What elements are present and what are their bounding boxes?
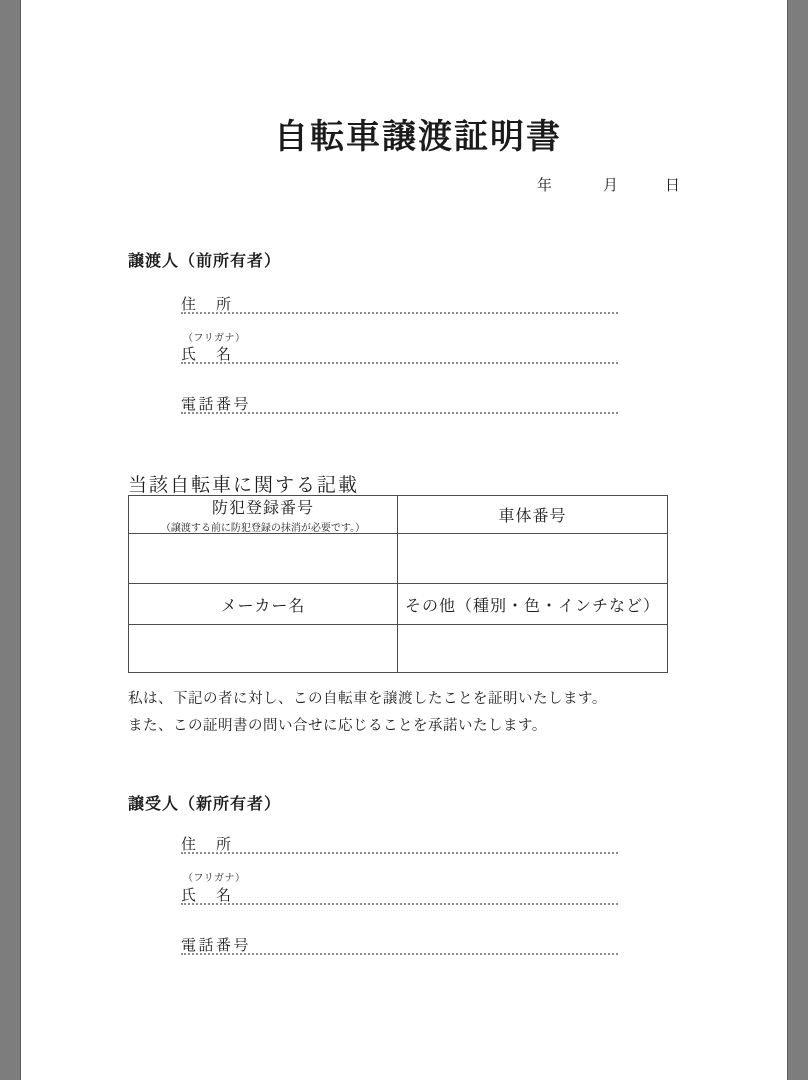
registration-number-note: （譲渡する前に防犯登録の抹消が必要です。） [160,523,366,534]
maker-header: メーカー名 [220,597,306,615]
date-month-label: 月 [603,177,619,194]
bicycle-info-table [128,495,668,673]
transferor-heading: 譲渡人（前所有者） [128,253,282,270]
transferee-phone-label: 電話番号 [181,937,252,954]
frame-number-header: 車体番号 [498,508,567,525]
document-title: 自転車譲渡証明書 [274,117,562,156]
other-header: その他（種別・色・インチなど） [404,597,660,615]
transferee-name-label: 氏 名 [181,887,234,904]
statement-line-2: また、この証明書の問い合せに応じることを承諾いたします。 [128,718,547,734]
transferor-address-label: 住 所 [181,296,234,313]
frame-number-header-cell [398,496,667,534]
transferee-heading: 譲受人（新所有者） [128,796,282,813]
other-header-cell [398,584,667,625]
transferee-name-field[interactable] [181,884,618,905]
date-day-label: 日 [665,177,681,194]
transferee-furigana-label: （フリガナ） [183,873,246,884]
registration-number-header: 防犯登録番号 [211,500,314,517]
registration-number-header-cell [129,496,398,534]
transferor-address-field[interactable] [181,293,618,314]
certificate-page [20,0,788,1080]
transferor-name-field[interactable] [181,343,618,364]
frame-number-value-cell[interactable] [398,534,667,584]
transferor-furigana-label: （フリガナ） [183,333,246,344]
transferee-phone-field[interactable] [181,934,618,955]
transferee-address-label: 住 所 [181,836,234,853]
maker-header-cell [129,584,398,625]
registration-number-value-cell[interactable] [129,534,398,584]
other-value-cell[interactable] [398,625,667,672]
transferor-phone-field[interactable] [181,393,618,414]
statement-line-1: 私は、下記の者に対し、この自転車を譲渡したことを証明いたします。 [128,691,607,707]
transferor-phone-label: 電話番号 [181,396,252,413]
bicycle-section-heading: 当該自転車に関する記載 [128,475,360,496]
certification-statement [128,686,607,740]
date-year-label: 年 [537,177,553,194]
maker-value-cell[interactable] [129,625,398,672]
transferee-address-field[interactable] [181,833,618,854]
transferor-name-label: 氏 名 [181,346,234,363]
